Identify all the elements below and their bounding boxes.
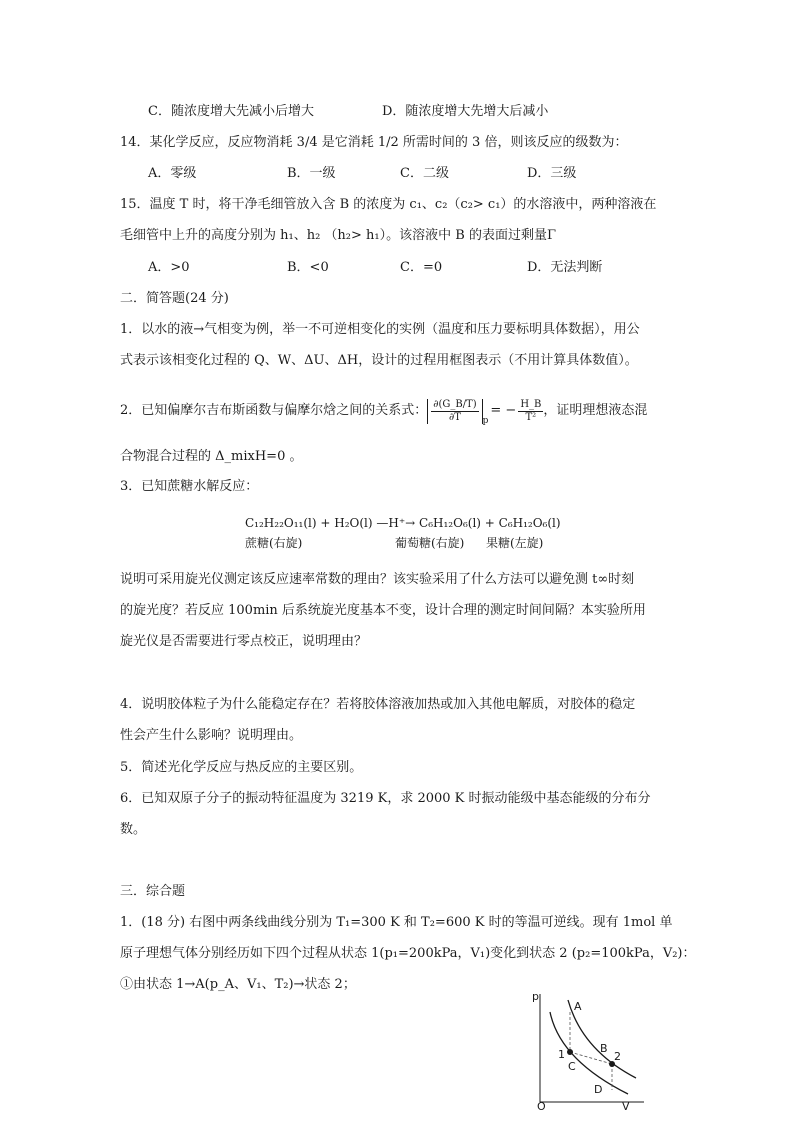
section3-heading: 三．综合题 [120,884,186,899]
label-fructose: 果糖(左旋) [486,536,544,550]
label-c: C [568,1060,576,1073]
partial-derivative-bracket [427,399,482,424]
q15-option-d: D．无法判断 [527,260,603,275]
q15-option-c: C．=0 [400,260,443,275]
s2-q3-line1: 3．已知蔗糖水解反应： [120,479,259,494]
s3-q1-line2: 原子理想气体分别经历如下四个过程从状态 1(p₁=200kPa，V₁)变化到状态 2 (p₂=100kPa，V₂)： [120,946,696,961]
q14-option-c: C．二级 [400,166,449,181]
s2-q5: 5．简述光化学反应与热反应的主要区别。 [120,760,363,775]
s2-q6-line1: 6．已知双原子分子的振动特征温度为 3219 K，求 2000 K 时振动能级中基态能级的分布分 [120,791,651,806]
s3-q1-line3: ①由状态 1→A(p_A、V₁、T₂)→状态 2； [120,977,356,992]
origin-label: O [537,1100,546,1110]
rhs-sign: = − [490,403,517,418]
label-glucose: 葡萄糖(右旋) [395,536,465,550]
rhs-numerator: H_B [520,398,542,410]
s2-q2-prefix: 2．已知偏摩尔吉布斯函数与偏摩尔焓之间的关系式： [120,403,428,418]
s3-q1-line1: 1．(18 分) 右图中两条线曲线分别为 T₁=300 K 和 T₂=600 K 时的等温可逆线。现有 1mol 单 [120,915,673,930]
label-b: B [600,1042,608,1055]
q14-option-d: D．三级 [527,166,577,181]
pv-diagram [528,990,648,1110]
q13-option-d: D．随浓度增大先增大后减小 [382,104,549,119]
label-sucrose: 蔗糖(右旋) [245,536,303,550]
rhs-fraction [518,399,543,424]
partial-subscript: p [482,416,489,426]
q14-option-b: B．一级 [287,166,336,181]
q15-option-a: A．>0 [148,260,190,275]
axis-label-v: V [622,1100,630,1110]
label-1: 1 [558,1048,565,1061]
label-2: 2 [614,1050,621,1063]
q14-stem: 14．某化学反应，反应物消耗 3/4 是它消耗 1/2 所需时间的 3 倍，则该反应的级数为： [120,135,628,150]
q13-option-c: C．随浓度增大先减小后增大 [148,104,314,119]
partial-numerator: ∂(G_B/T) [433,398,477,410]
q14-option-a: A．零级 [148,166,197,181]
s2-q3-line3: 的旋光度？若反应 100min 后系统旋光度基本不变，设计合理的测定时间间隔？本实验所用 [120,603,646,618]
s2-q3-line2: 说明可采用旋光仪测定该反应速率常数的理由？该实验采用了什么方法可以避免测 t∞时刻 [120,572,635,587]
s2-q2-line1 [120,392,647,430]
s2-q2-line2: 合物混合过程的 Δ_mixH=0 。 [120,449,303,464]
label-d: D [594,1083,603,1096]
s2-q4-line1: 4．说明胶体粒子为什么能稳定存在？若将胶体溶液加热或加入其他电解质，对胶体的稳定 [120,697,636,712]
axis-label-p: p [532,990,539,1003]
s2-q1-line2: 式表示该相变化过程的 Q、W、ΔU、ΔH，设计的过程用框图表示（不用计算具体数值）。 [120,353,638,368]
q15-line1: 15．温度 T 时，将干净毛细管放入含 B 的浓度为 c₁、c₂（c₂> c₁）的水溶液中，两种溶液在 [120,197,657,212]
q15-option-b: B．<0 [287,260,329,275]
label-a: A [574,1000,582,1013]
q15-line2: 毛细管中上升的高度分别为 h₁、h₂ （h₂> h₁）。该溶液中 B 的表面过剩量Γ [120,228,556,243]
partial-denominator: ∂T [449,411,461,423]
rhs-denominator: T² [525,411,537,423]
s2-q6-line2: 数。 [120,822,147,837]
s2-q1-line1: 1．以水的液→气相变为例，举一不可逆相变化的实例（温度和压力要标明具体数据），用公 [120,322,640,337]
section2-heading: 二．简答题(24 分) [120,291,229,306]
state-1-point [567,1049,573,1055]
partial-fraction [431,399,478,424]
sucrose-equation: C₁₂H₂₂O₁₁(l) + H₂O(l) —H⁺→ C₆H₁₂O₆(l) + C₆H₁₂O₆(l) [245,516,561,530]
s2-q2-suffix: ，证明理想液态混 [543,403,648,418]
s2-q4-line2: 性会产生什么影响？说明理由。 [120,728,303,743]
s2-q3-line4: 旋光仪是否需要进行零点校正，说明理由？ [120,634,368,649]
